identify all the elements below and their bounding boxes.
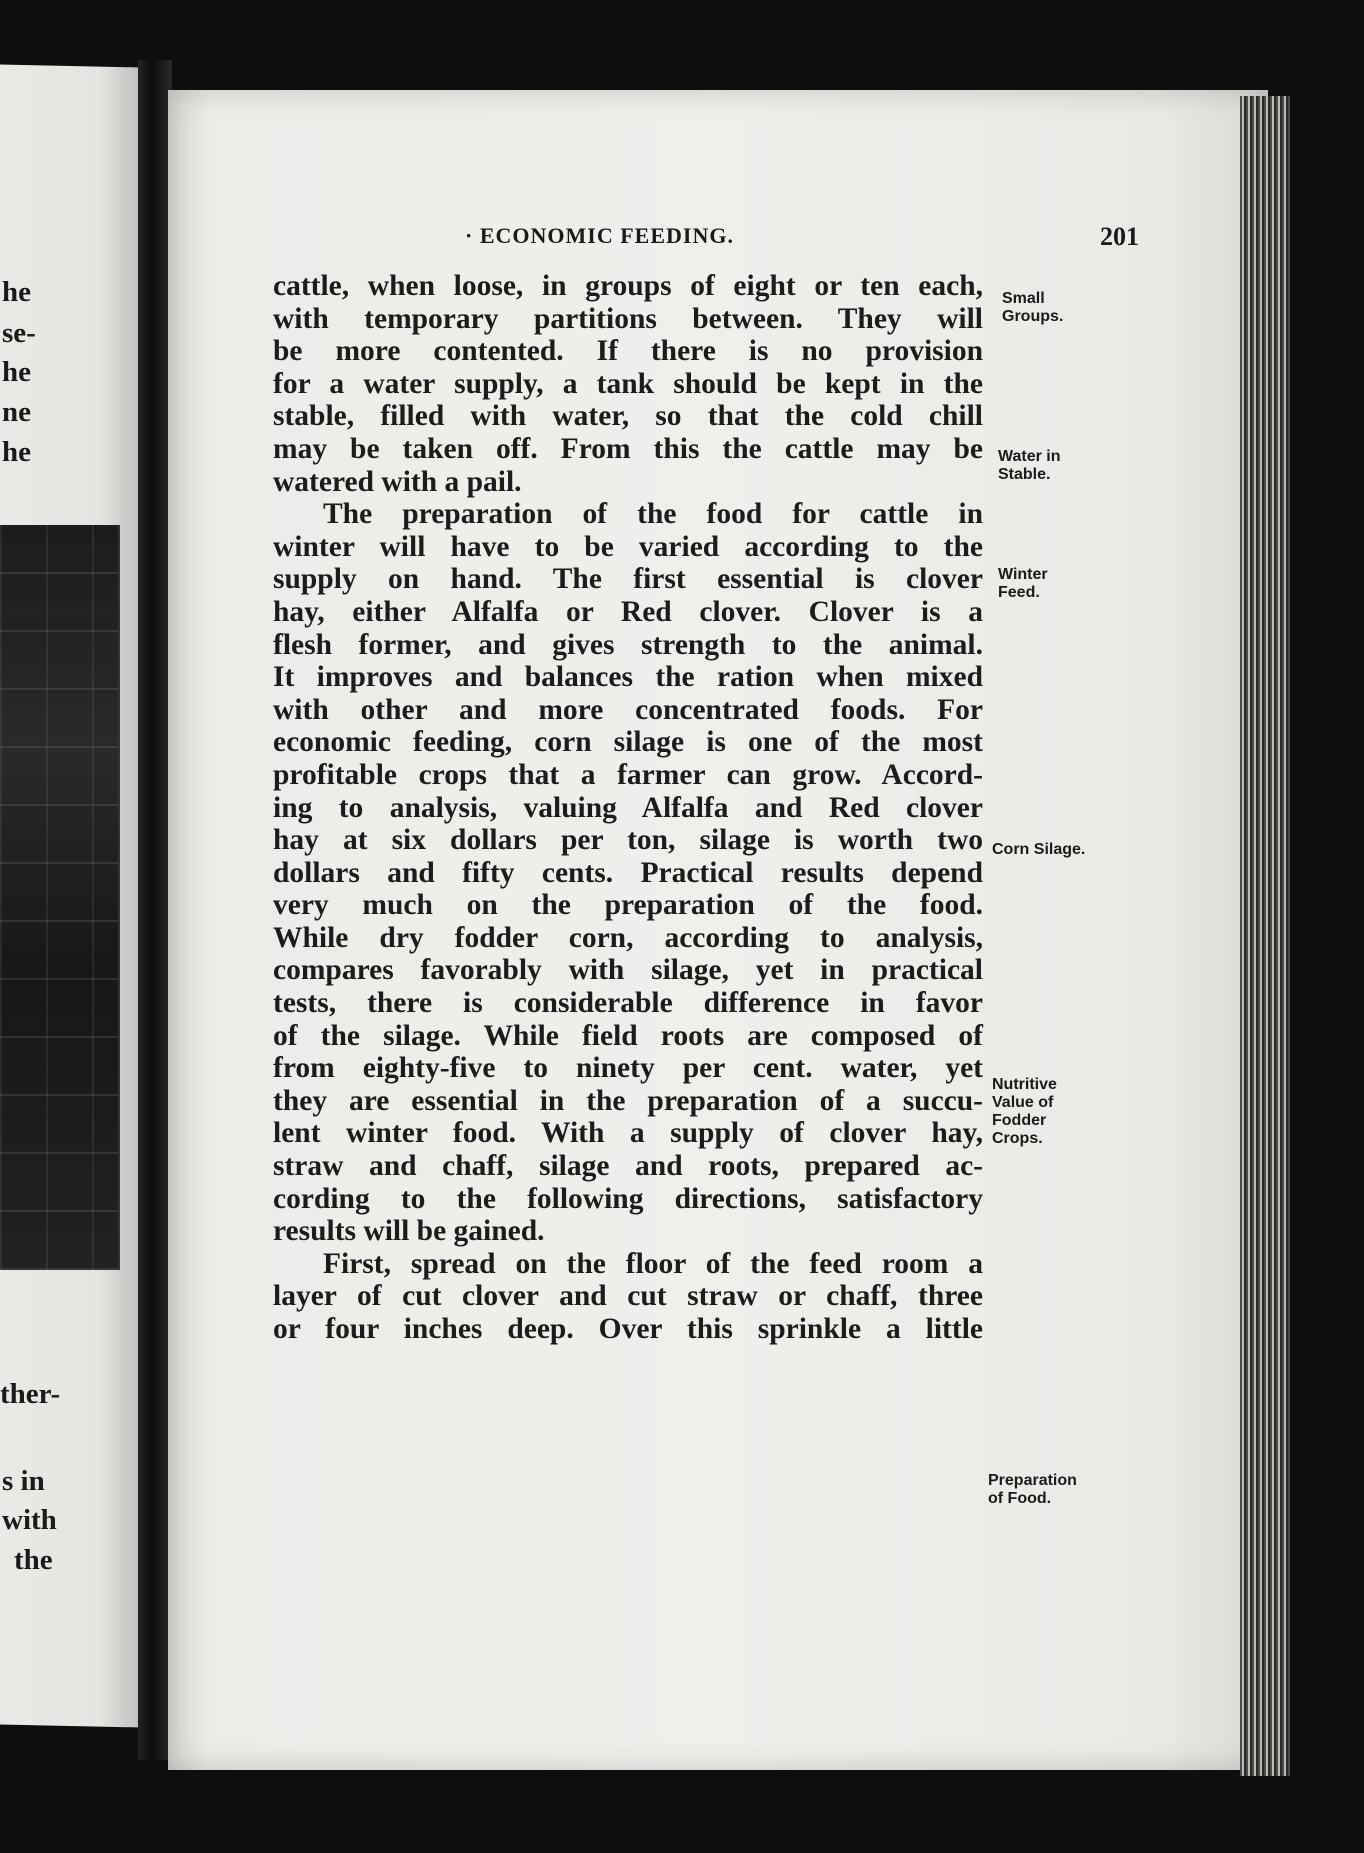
margin-note-corn-silage: Corn Silage. — [992, 841, 1086, 858]
left-fragment: he — [2, 436, 31, 468]
text-line: winter will have to be varied according to the — [273, 530, 983, 563]
text-line: from eighty-five to ninety per cent. water, yet — [273, 1052, 983, 1085]
left-fragment: ther- — [0, 1378, 61, 1410]
text-line: cording to the following directions, satisfactory — [273, 1182, 983, 1215]
page-edges — [1240, 96, 1290, 1776]
text-line: may be taken off. From this the cattle may be — [273, 432, 983, 465]
text-line: straw and chaff, silage and roots, prepared ac- — [273, 1150, 983, 1183]
text-line: with temporary partitions between. They will — [273, 302, 983, 335]
text-line: or four inches deep. Over this sprinkle a little — [273, 1313, 983, 1345]
text-line: watered with a pail. — [273, 465, 522, 498]
text-line: lent winter food. With a supply of clover hay, — [273, 1117, 983, 1150]
book-gutter — [138, 60, 172, 1760]
text-line: be more contented. If there is no provision — [273, 335, 983, 368]
margin-note-winter-feed: Winter Feed. — [998, 566, 1048, 601]
text-line: stable, filled with water, so that the cold chill — [273, 400, 983, 433]
left-fragment: with — [2, 1504, 57, 1536]
margin-note-water-in-stable: Water in Stable. — [998, 448, 1061, 483]
text-line: flesh former, and gives strength to the animal. — [273, 628, 983, 661]
text-line: compares favorably with silage, yet in practical — [273, 954, 983, 987]
text-line: hay, either Alfalfa or Red clover. Clover is a — [273, 595, 983, 628]
text-line: First, spread on the floor of the feed room a — [323, 1247, 983, 1280]
text-line: results will be gained. — [273, 1215, 545, 1248]
text-line: very much on the preparation of the food. — [273, 889, 983, 922]
text-line: layer of cut clover and cut straw or chaff, three — [273, 1280, 983, 1313]
page-number: 201 — [1100, 222, 1139, 251]
left-fragment: he — [2, 276, 31, 308]
text-line: profitable crops that a farmer can grow. Accord- — [273, 758, 983, 791]
text-line: cattle, when loose, in groups of eight or ten each, — [273, 270, 983, 302]
running-head: · ECONOMIC FEEDING. — [465, 223, 734, 248]
text-line: hay at six dollars per ton, silage is worth two — [273, 824, 983, 857]
text-line: for a water supply, a tank should be kept in the — [273, 367, 983, 400]
text-line: It improves and balances the ration when mixed — [273, 661, 983, 694]
left-fragment: ne — [2, 396, 31, 428]
left-fragment: he — [2, 356, 31, 388]
left-fragment: s in — [2, 1465, 45, 1497]
text-line: While dry fodder corn, according to analysis, — [273, 921, 983, 954]
text-line: dollars and fifty cents. Practical results depend — [273, 856, 983, 889]
left-fragment: the — [14, 1544, 53, 1576]
margin-note-nutritive-value: Nutritive Value of Fodder Crops. — [992, 1076, 1057, 1147]
left-page-photograph — [0, 525, 120, 1270]
body-text — [273, 270, 983, 1346]
text-line: they are essential in the preparation of a succu- — [273, 1084, 983, 1117]
margin-note-small-groups: Small Groups. — [1002, 290, 1064, 325]
margin-note-preparation-of-food: Preparation of Food. — [988, 1472, 1077, 1507]
text-line: tests, there is considerable difference in favor — [273, 987, 983, 1020]
text-line: The preparation of the food for cattle in — [323, 498, 983, 531]
left-fragment: se- — [2, 317, 36, 349]
text-line: with other and more concentrated foods. For — [273, 693, 983, 726]
text-line: supply on hand. The first essential is clover — [273, 563, 983, 596]
text-line: economic feeding, corn silage is one of the most — [273, 726, 983, 759]
text-line: ing to analysis, valuing Alfalfa and Red clover — [273, 791, 983, 824]
text-line: of the silage. While field roots are composed of — [273, 1019, 983, 1052]
